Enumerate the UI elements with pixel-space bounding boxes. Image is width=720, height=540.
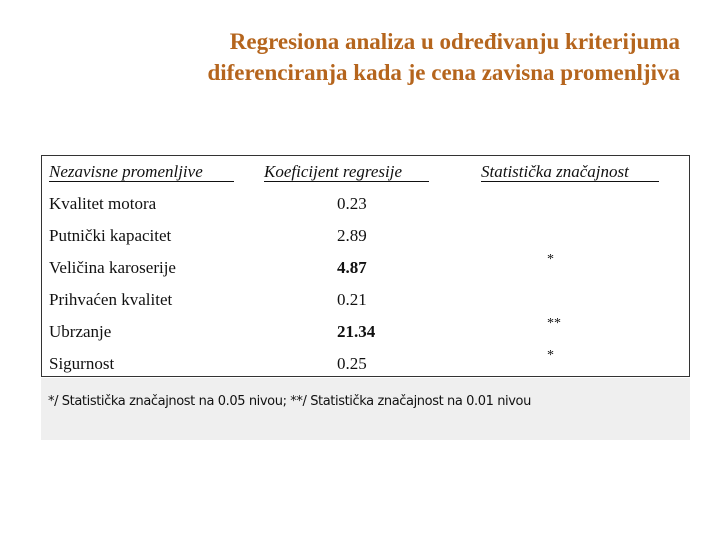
table-row (42, 226, 689, 258)
header-independent-variables: Nezavisne promenljive (49, 162, 203, 181)
table-row (42, 194, 689, 226)
row-variable-name: Sigurnost (49, 354, 115, 373)
table-row (42, 252, 689, 290)
row-coefficient: 0.21 (337, 290, 367, 309)
table-row (42, 290, 689, 322)
header-underline-2 (264, 181, 429, 182)
header-statistical-significance: Statistička značajnost (481, 162, 629, 181)
row-variable-name: Kvalitet motora (49, 194, 157, 213)
header-underline-1 (49, 181, 234, 182)
footnote-area (41, 378, 690, 440)
row-significance: * (547, 348, 554, 363)
regression-table (41, 155, 690, 377)
header-underline-3 (481, 181, 659, 182)
row-variable-name: Putnički kapacitet (49, 226, 172, 245)
row-coefficient: 0.23 (337, 194, 367, 213)
title-line-1: Regresiona analiza u određivanju kriterijuma (229, 29, 680, 54)
row-coefficient: 21.34 (337, 322, 376, 341)
row-variable-name: Ubrzanje (49, 322, 112, 341)
row-significance: * (547, 252, 554, 267)
row-coefficient: 2.89 (337, 226, 367, 245)
table-row (42, 316, 689, 354)
title-line-2: diferenciranja kada je cena zavisna promenljiva (207, 60, 680, 85)
row-variable-name: Prihvaćen kvalitet (49, 290, 173, 309)
footnote-text: */ Statistička značajnost na 0.05 nivou; **/ Statistička značajnost na 0.01 nivou (48, 394, 531, 409)
row-variable-name: Veličina karoserije (49, 258, 176, 277)
row-coefficient: 4.87 (337, 258, 367, 277)
row-coefficient: 0.25 (337, 354, 367, 373)
row-significance: ** (547, 316, 561, 331)
slide-title (60, 26, 680, 88)
header-regression-coefficient: Koeficijent regresije (264, 162, 403, 181)
